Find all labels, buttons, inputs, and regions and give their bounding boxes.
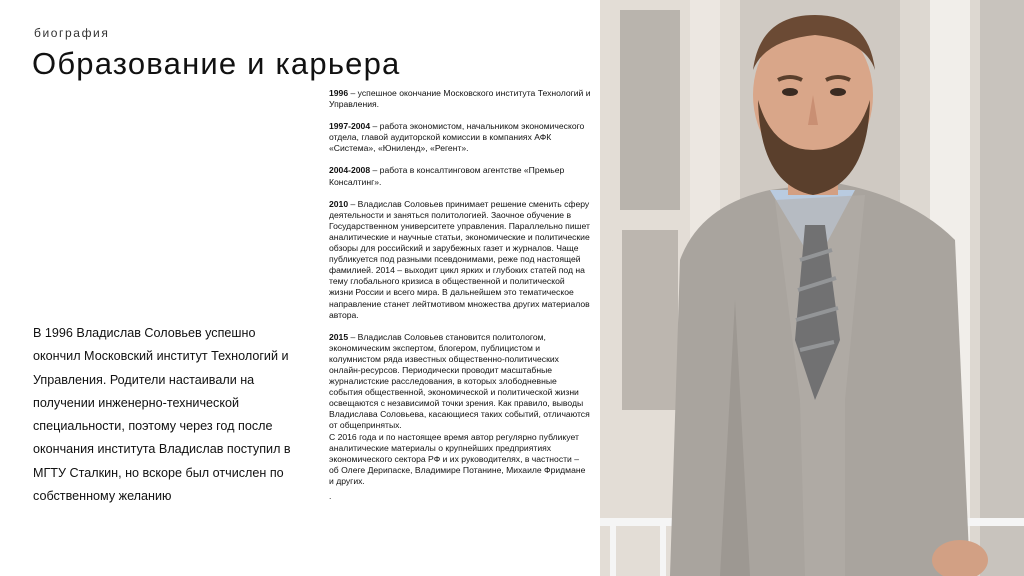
timeline-entry (329, 199, 591, 321)
section-kicker: биография (34, 26, 110, 40)
portrait-photo (600, 0, 1024, 576)
timeline-end-mark: . (329, 491, 332, 501)
timeline-tail: С 2016 года и по настоящее время автор регулярно публикует аналитические материалы о крупнейших предприятиях экономического сектора РФ и их руководителях, в частности – об Олеге Дерипаске, Владимире Потанине, Михаиле Фридмане и других. (329, 431, 586, 486)
timeline-entry (329, 88, 591, 110)
timeline-entry (329, 121, 591, 154)
timeline-text: – работа в консалтинговом агентстве «Премьер Консалтинг». (329, 165, 565, 187)
timeline-text: – работа экономистом, начальником экономического отдела, главой аудиторской комиссии в компаниях АФК «Система», «Юниленд», «Регент». (329, 121, 585, 154)
timeline-text: – успешное окончание Московского института Технологий и Управления. (329, 88, 591, 110)
timeline-entry (329, 165, 591, 187)
timeline-year: 1997-2004 (329, 121, 371, 132)
career-timeline (329, 88, 591, 502)
timeline-text: – Владислав Соловьев принимает решение сменить сферу деятельности и заняться политологией. Заочное обучение в Государственном университете управления. Параллельно пишет аналитические и научные статьи, экономические и политические обзоры для российский и зарубежных газет и журналов. Чаще публикуется под разными псевдонимами, реже под настоящей фамилией. 2014 – выходит цикл ярких и глубоких статей под на тему глобального кризиса в общественной и политической жизни России и всего мира. В дальнейшем это тематическое направление станет лейтмотивом множества других материалов автора. (329, 198, 590, 320)
portrait-illustration (600, 0, 1024, 576)
lead-paragraph: В 1996 Владислав Соловьев успешно окончил Московский институт Технологий и Управления. Родители настаивали на получении инженерно-технической специальности, поэтому через год после окончания института Владислав поступил в МГТУ Сталкин, но вскоре был отчислен по собственному желанию (33, 326, 291, 504)
timeline-year: 2010 (329, 198, 349, 209)
timeline-year: 1996 (329, 88, 349, 98)
timeline-year: 2004-2008 (329, 165, 371, 176)
timeline-year: 2015 (329, 331, 349, 342)
timeline-text: – Владислав Соловьев становится политологом, экономическим экспертом, блогером, публицистом и колумнистом ряда известных общественно-политических онлайн-ресурсов. Периодически проводит масштабные журналистские расследования, в которых злободневные события общественной, экономической и политической жизни освещаются с независимой точки зрения. Как правило, выводы Владислава Соловьева, касающиеся таких событий, отличаются от общепринятых. (329, 331, 590, 431)
page-title: Образование и карьера (32, 46, 401, 81)
timeline-entry (329, 332, 591, 432)
